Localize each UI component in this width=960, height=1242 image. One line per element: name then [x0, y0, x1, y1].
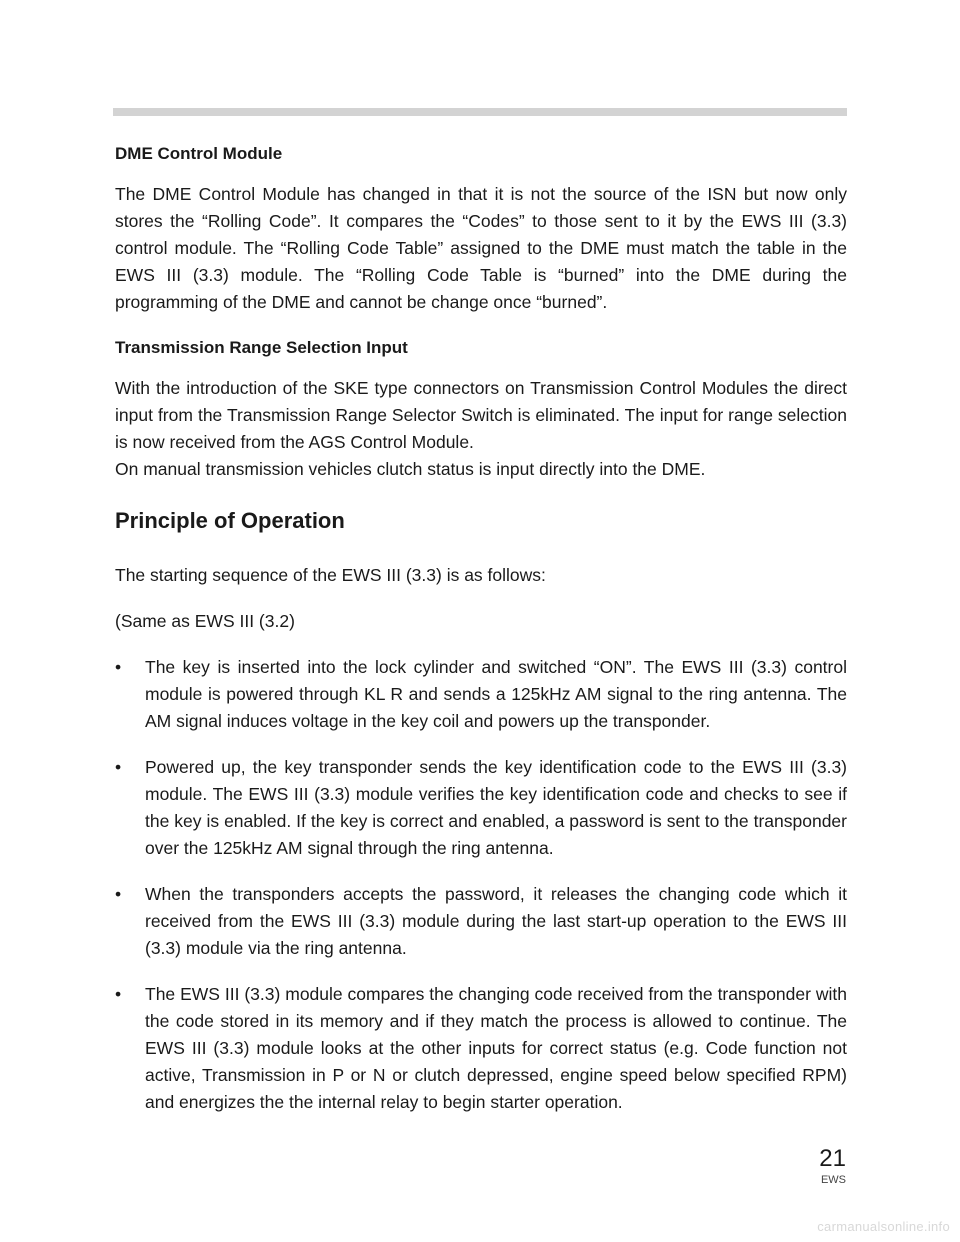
bullet-icon: • [115, 657, 122, 677]
page-number: 21 [819, 1145, 846, 1172]
principle-note: (Same as EWS III (3.2) [115, 611, 295, 631]
transmission-heading: Transmission Range Selection Input [115, 338, 408, 357]
list-item [115, 654, 847, 735]
top-divider-bar [113, 108, 847, 116]
bullet-icon: • [115, 757, 122, 777]
bullet-icon: • [115, 884, 122, 904]
transmission-paragraph-2: On manual transmission vehicles clutch status is input directly into the DME. [115, 459, 706, 479]
bullet-icon: • [115, 984, 122, 1004]
dme-heading: DME Control Module [115, 144, 283, 163]
principle-heading: Principle of Operation [115, 508, 345, 533]
principle-intro: The starting sequence of the EWS III (3.3) is as follows: [115, 565, 546, 585]
steps-list [115, 654, 847, 1116]
dme-paragraph: The DME Control Module has changed in that it is not the source of the ISN but now only stores the “Rolling Code”. It compares the “Codes” to those sent to it by the EWS III (3.3) control module. The “Rolling Code Table” assigned to the DME must match the table in the EWS III (3.3) module. The “Rolling Code Table is “burned” into the DME during the programming of the DME and cannot be change once “burned”. [115, 184, 847, 312]
watermark: carmanualsonline.info [817, 1219, 950, 1234]
bullet-text: When the transponders accepts the password, it releases the changing code which it received from the EWS III (3.3) module during the last start-up operation to the EWS III (3.3) module via the ring antenna. [145, 884, 847, 958]
bullet-text: Powered up, the key transponder sends the key identification code to the EWS III (3.3) module. The EWS III (3.3) module verifies the key identification code and checks to see if the key is enabled. If the key is correct and enabled, a password is sent to the transponder over the 125kHz AM signal through the ring antenna. [145, 757, 847, 858]
bullet-text: The key is inserted into the lock cylinder and switched “ON”. The EWS III (3.3) control module is powered through KL R and sends a 125kHz AM signal to the ring antenna. The AM signal induces voltage in the key coil and powers up the transponder. [145, 657, 847, 731]
intro-sections [115, 140, 847, 483]
bullet-text: The EWS III (3.3) module compares the changing code received from the transponder with the code stored in its memory and if they match the process is allowed to continue. The EWS III (3.3) module looks at the other inputs for correct status (e.g. Code function not active, Transmission in P or N or clutch depressed, engine speed below specified RPM) and energizes the the internal relay to begin starter operation. [145, 984, 847, 1112]
list-item [115, 981, 847, 1116]
list-item [115, 754, 847, 862]
principle-body [115, 562, 847, 1135]
section-label: EWS [820, 1174, 846, 1186]
transmission-paragraph-1: With the introduction of the SKE type connectors on Transmission Control Modules the direct input from the Transmission Range Selector Switch is eliminated. The input for range selection is now received from the AGS Control Module. [115, 378, 847, 452]
list-item [115, 881, 847, 962]
